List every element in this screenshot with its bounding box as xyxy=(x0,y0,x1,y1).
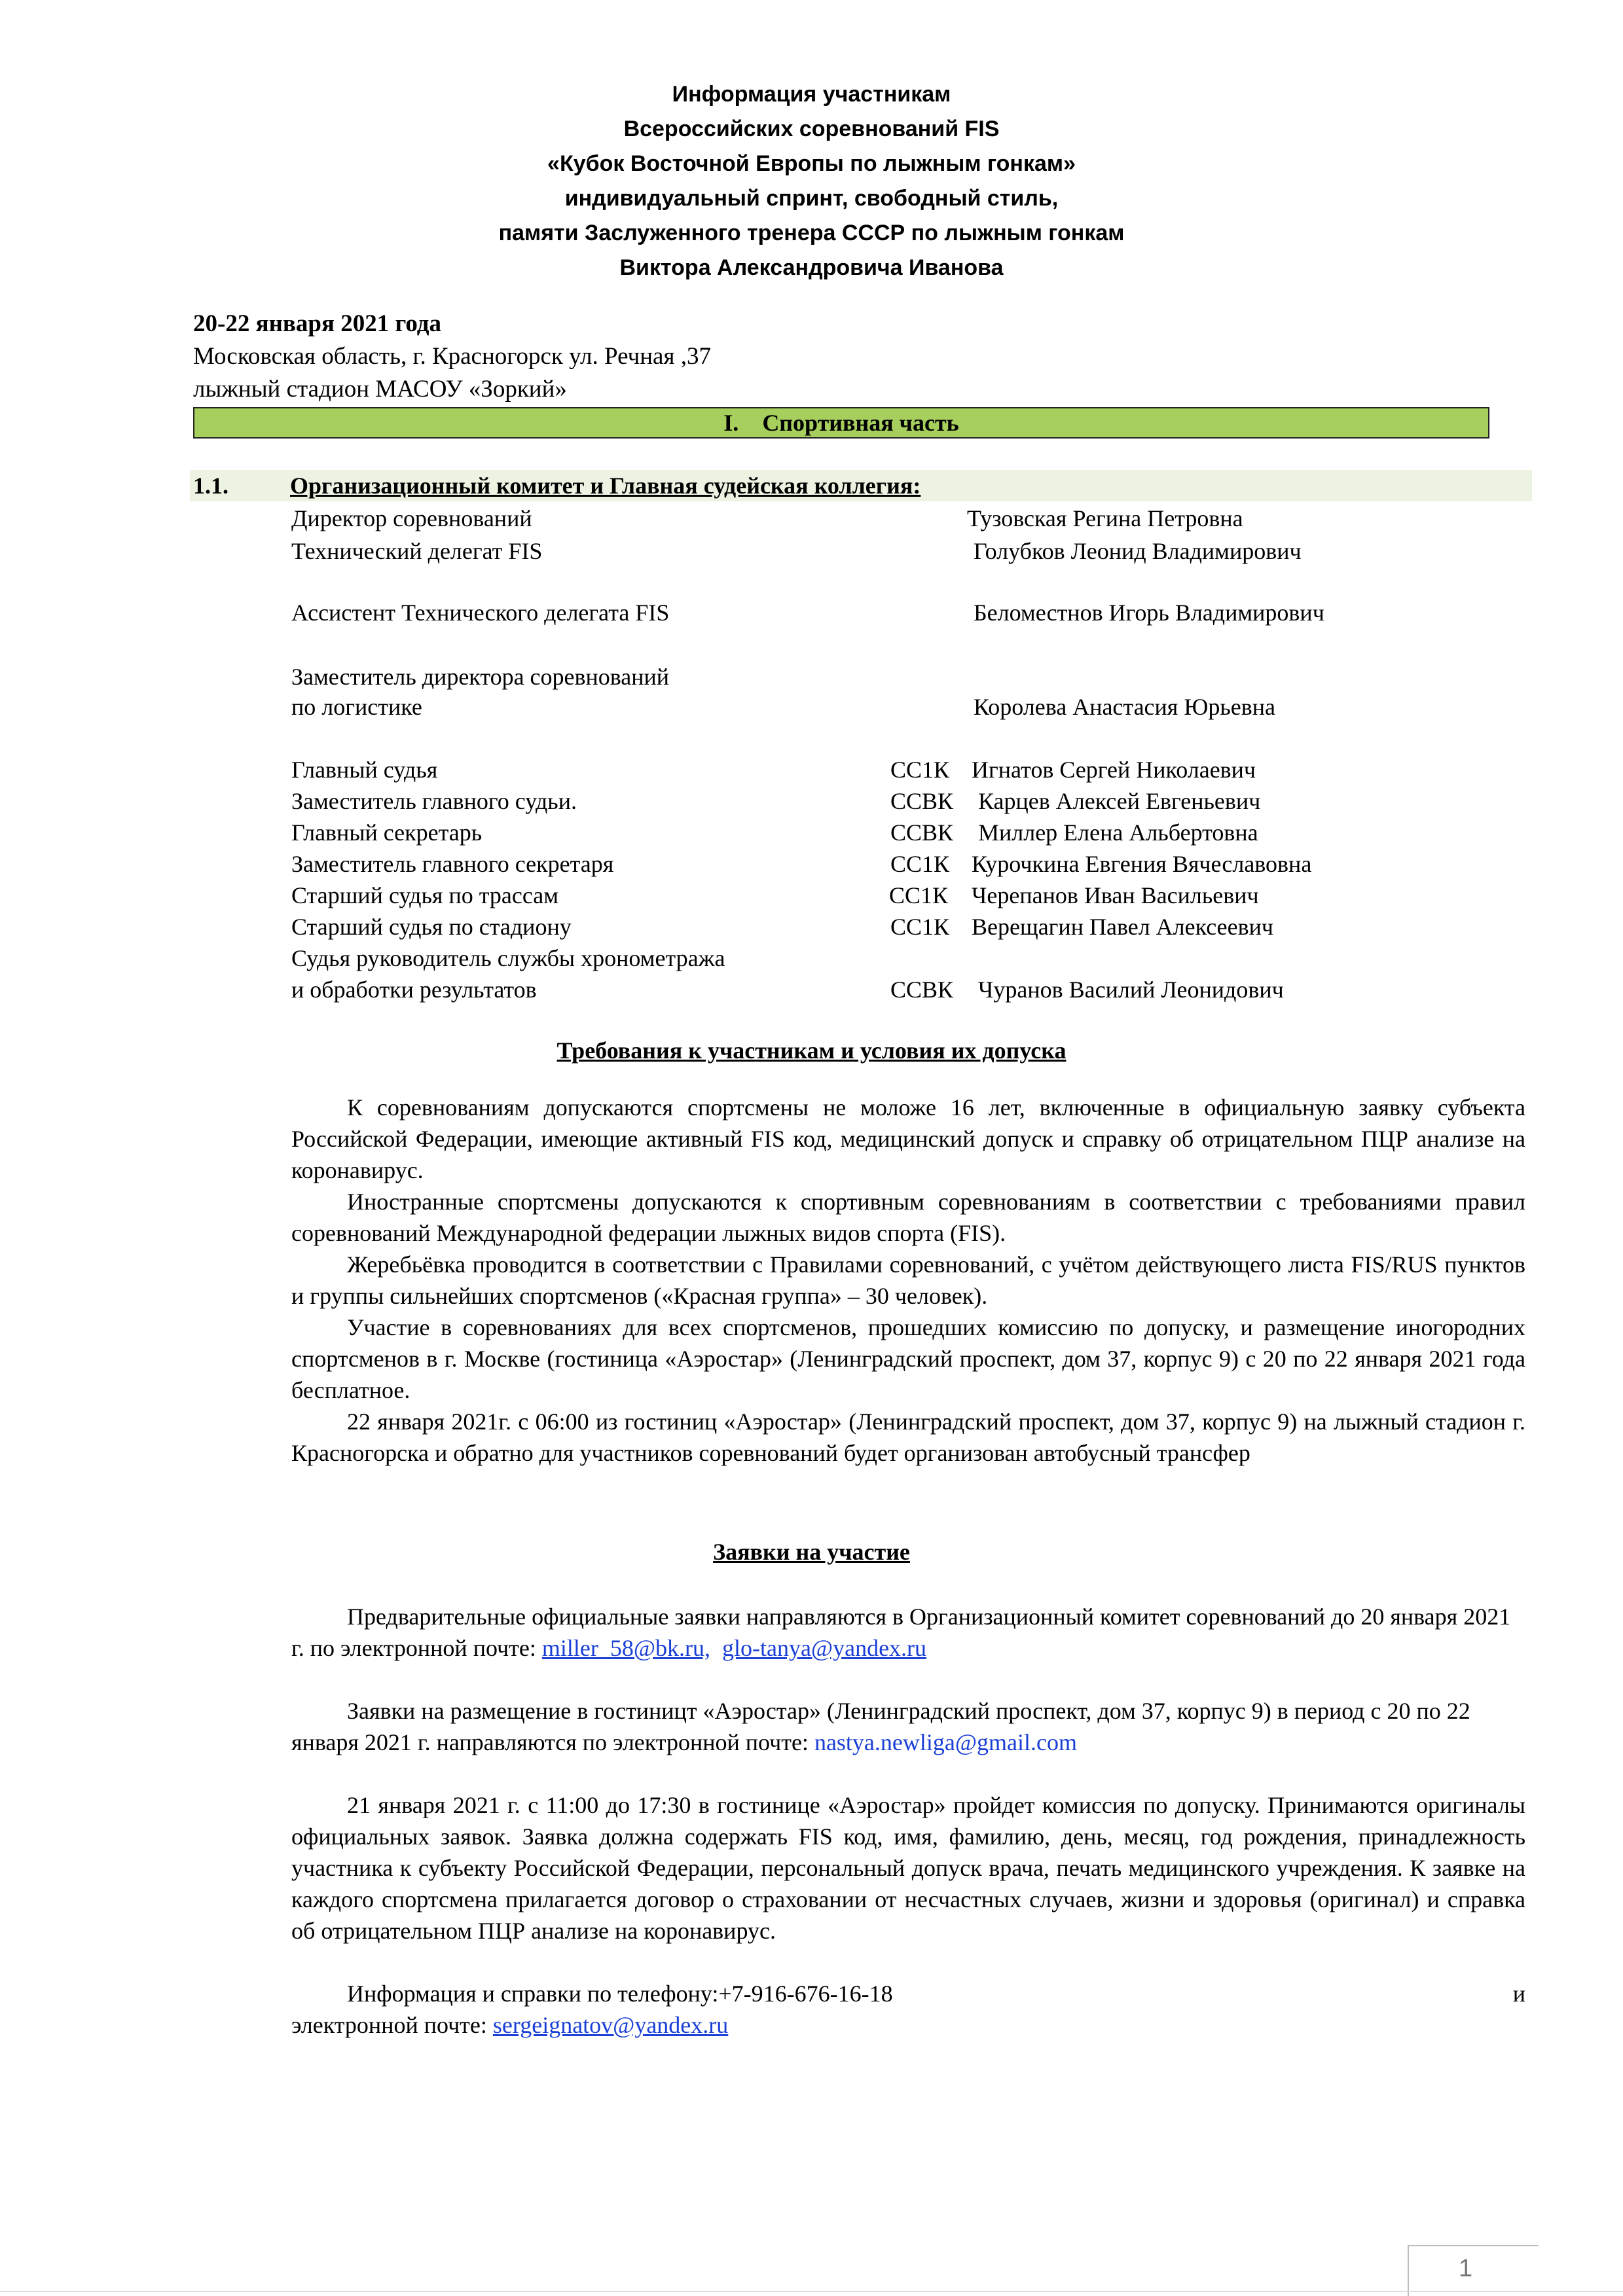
email-link[interactable]: sergeignatov@yandex.ru xyxy=(492,2012,729,2038)
committee-name: Тузовская Регина Петровна xyxy=(967,505,1243,531)
committee-name: Беломестнов Игорь Владимирович xyxy=(974,600,1324,626)
event-venue: лыжный стадион МАСОУ «Зоркий» xyxy=(193,376,567,403)
judge-name: Чуранов Василий Леонидович xyxy=(978,977,1284,1003)
paragraph: 22 января 2021г. с 06:00 из гостиниц «Аэростар» (Ленинградский проспект, дом 37, корпус 9) на лыжный стадион г. Красногорска и обратно для участников соревнований будет организован автобусный трансфер xyxy=(291,1408,1525,1466)
applications-text xyxy=(291,1601,1525,2041)
document-header xyxy=(0,77,1623,285)
paragraph: Жеребьёвка проводится в соответствии с Правилами соревнований, с учётом действующего листа FIS/RUS пунктов и группы сильнейших спортсменов («Красная группа» – 30 человек). xyxy=(291,1251,1525,1309)
section-title: Спортивная часть xyxy=(762,410,959,436)
judge-category: СС1К xyxy=(890,851,950,877)
committee-role: Заместитель директора соревнований xyxy=(291,664,670,690)
contact-and: и xyxy=(1512,1981,1525,2007)
judge-role: Главный секретарь xyxy=(291,819,483,846)
paragraph: Участие в соревнованиях для всех спортсменов, прошедших комиссию по допуску, и размещение иногородних спортсменов в г. Москве (гостиница «Аэростар» (Ленинградский проспект, дом 37, корпус 9) с 20 по 22 января 2021 года бесплатное. xyxy=(291,1314,1525,1403)
paragraph xyxy=(291,2009,1525,2041)
judge-role: Судья руководитель службы хронометража xyxy=(291,945,725,971)
email-link[interactable]: miller_58@bk.ru, xyxy=(541,1635,710,1661)
paragraph: Иностранные спортсмены допускаются к спортивным соревнованиям в соответствии с требованиями правил соревнований Международной федерации лыжных видов спорта (FIS). xyxy=(291,1189,1525,1246)
email-link[interactable]: nastya.newliga@gmail.com xyxy=(814,1729,1077,1755)
section-number: I. xyxy=(723,410,739,436)
paragraph xyxy=(291,1601,1525,1664)
committee-role: Ассистент Технического делегата FIS xyxy=(291,600,670,626)
judge-category: ССВК xyxy=(890,819,954,846)
header-line: Информация участникам xyxy=(672,82,951,107)
header-line: Всероссийских соревнований FIS xyxy=(623,117,1000,141)
judge-name: Игнатов Сергей Николаевич xyxy=(972,757,1256,783)
committee-name: Голубков Леонид Владимирович xyxy=(974,538,1302,564)
email-link[interactable]: glo-tanya@yandex.ru xyxy=(721,1635,927,1661)
contact-phone-text: Информация и справки по телефону:+7-916-676-16-18 xyxy=(347,1981,893,2007)
paragraph xyxy=(291,1978,1525,2009)
applications-p2-text: Заявки на размещение в гостиницт «Аэростар» (Ленинградский проспект, дом 37, корпус 9) в период с 20 по 22 января 2021 г. направляются по электронной почте: xyxy=(291,1698,1470,1755)
subsection-number: 1.1. xyxy=(193,473,228,499)
applications-p1-text: Предварительные официальные заявки направляются в Организационный комитет соревнований до 20 января 2021 г. по электронной почте: xyxy=(291,1604,1511,1661)
judge-category: ССВК xyxy=(890,977,954,1003)
judge-name: Верещагин Павел Алексеевич xyxy=(972,914,1273,940)
requirements-text xyxy=(291,1092,1525,1469)
event-info xyxy=(193,308,711,406)
judge-name: Миллер Елена Альбертовна xyxy=(978,819,1258,846)
header-line: Виктора Александровича Иванова xyxy=(619,255,1004,280)
judge-category: СС1К xyxy=(890,914,950,940)
judge-name: Карцев Алексей Евгеньевич xyxy=(978,788,1261,814)
committee-role: Директор соревнований xyxy=(291,505,532,531)
subsection-title: Организационный комитет и Главная судейская коллегия: xyxy=(290,473,921,499)
header-line: памяти Заслуженного тренера СССР по лыжным гонкам xyxy=(498,221,1125,245)
paragraph: К соревнованиям допускаются спортсмены не моложе 16 лет, включенные в официальную заявку субъекта Российской Федерации, имеющие активный FIS код, медицинский допуск и справку об отрицательном ПЦР анализе на коронавирус. xyxy=(291,1094,1525,1183)
requirements-heading: Требования к участникам и условия их допуска xyxy=(556,1037,1067,1064)
page-number-box xyxy=(1408,2245,1539,2296)
applications-heading: Заявки на участие xyxy=(713,1539,910,1565)
header-line: индивидуальный спринт, свободный стиль, xyxy=(564,186,1059,211)
event-dates: 20-22 января 2021 года xyxy=(193,310,442,337)
section-heading xyxy=(193,407,1489,439)
committee-role: Технический делегат FIS xyxy=(291,538,543,564)
judge-name: Курочкина Евгения Вячеславовна xyxy=(972,851,1312,877)
judge-role: Главный судья xyxy=(291,757,438,783)
header-line: «Кубок Восточной Европы по лыжным гонкам» xyxy=(547,151,1076,176)
judge-role: Старший судья по трассам xyxy=(291,882,559,908)
judge-category: СС1К xyxy=(890,757,950,783)
judge-role: и обработки результатов xyxy=(291,977,537,1003)
judge-category: СС1К xyxy=(889,882,949,908)
committee-role: по логистике xyxy=(291,694,422,720)
judge-role: Заместитель главного судьи. xyxy=(291,788,577,814)
event-address: Московская область, г. Красногорск ул. Речная ,37 xyxy=(193,343,711,370)
judge-name: Черепанов Иван Васильевич xyxy=(972,882,1259,908)
subsection-heading xyxy=(190,470,1532,501)
paragraph: 21 января 2021 г. с 11:00 до 17:30 в гостинице «Аэростар» пройдет комиссия по допуску. Принимаются оригиналы официальных заявок. Заявка должна содержать FIS код, имя, фамилию, день, месяц, год рождения, принадлежность участника к субъекту Российской Федерации, персональный допуск врача, печать медицинского учреждения. К заявке на каждого спортсмена прилагается договор о страховании от несчастных случаев, жизни и здоровья (оригинал) и справка об отрицательном ПЦР анализе на коронавирус. xyxy=(291,1792,1525,1944)
judge-role: Заместитель главного секретаря xyxy=(291,851,614,877)
contact-email-label: электронной почте: xyxy=(291,2012,493,2038)
page-divider xyxy=(0,2291,1623,2292)
judge-category: ССВК xyxy=(890,788,954,814)
page-number: 1 xyxy=(1459,2255,1473,2282)
judge-role: Старший судья по стадиону xyxy=(291,914,572,940)
paragraph xyxy=(291,1695,1525,1758)
committee-name: Королева Анастасия Юрьевна xyxy=(974,694,1276,720)
